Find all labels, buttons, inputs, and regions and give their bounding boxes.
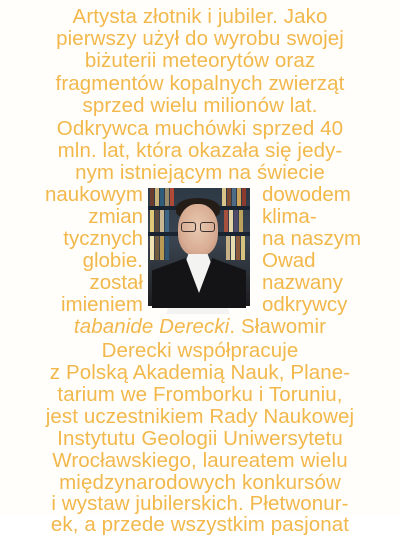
text-line: z Polską Akademią Nauk, Plane- <box>49 361 351 384</box>
text-right: odkrywcy <box>262 293 348 316</box>
books <box>150 210 169 232</box>
books <box>222 188 246 206</box>
text-line: Odkrywca muchówki sprzed 40 <box>56 117 344 140</box>
text-right: na naszym <box>262 227 362 250</box>
text-right: dowodem <box>262 183 351 206</box>
books <box>150 188 174 206</box>
text-line: Wrocławskiego, laureatem wielu <box>52 449 348 472</box>
text-line: Artysta złotnik i jubiler. Jako <box>72 5 328 28</box>
text-line: Instytutu Geologii Uniwersytetu <box>57 427 343 450</box>
text-left: został <box>89 271 143 294</box>
text-left: globie. <box>82 249 143 272</box>
text-line: i wystaw jubilerskich. Płetwonur- <box>51 492 349 515</box>
text-line: pierwszy użył do wyrobu swojej <box>56 27 344 50</box>
text-right: nazwany <box>262 271 343 294</box>
text-right: Owad <box>262 249 316 272</box>
books <box>226 236 245 260</box>
text-left: tycznych <box>63 227 143 250</box>
text-line: nym istniejącym na świecie <box>75 161 325 184</box>
text-line: ek, a przede wszystkim pasjonat <box>50 513 350 536</box>
text-right: klima- <box>262 205 317 228</box>
text-line: Derecki współpracuje <box>101 339 299 362</box>
text-fragment: . Sławomir <box>229 315 327 338</box>
portrait-photo <box>148 188 250 306</box>
text-line: mln. lat, która okazała się jedy- <box>57 139 343 162</box>
text-line: jest uczestnikiem Rady Naukowej <box>45 405 355 428</box>
text-left: imieniem <box>60 293 143 316</box>
text-line: tarium we Fromborku i Toruniu, <box>57 383 343 406</box>
text-left: naukowym <box>45 183 143 206</box>
text-line: międzynarodowych konkursów <box>59 471 341 494</box>
books <box>150 236 169 260</box>
text-line <box>0 316 400 338</box>
books <box>224 210 243 232</box>
species-name: tabanide Derecki <box>73 315 230 338</box>
glasses-icon <box>181 222 215 230</box>
text-line: biżuterii meteorytów oraz <box>84 49 316 72</box>
text-line: fragmentów kopalnych zwierząt <box>55 72 345 95</box>
text-line: sprzed wielu milionów lat. <box>82 94 318 117</box>
text-left: zmian <box>88 205 143 228</box>
